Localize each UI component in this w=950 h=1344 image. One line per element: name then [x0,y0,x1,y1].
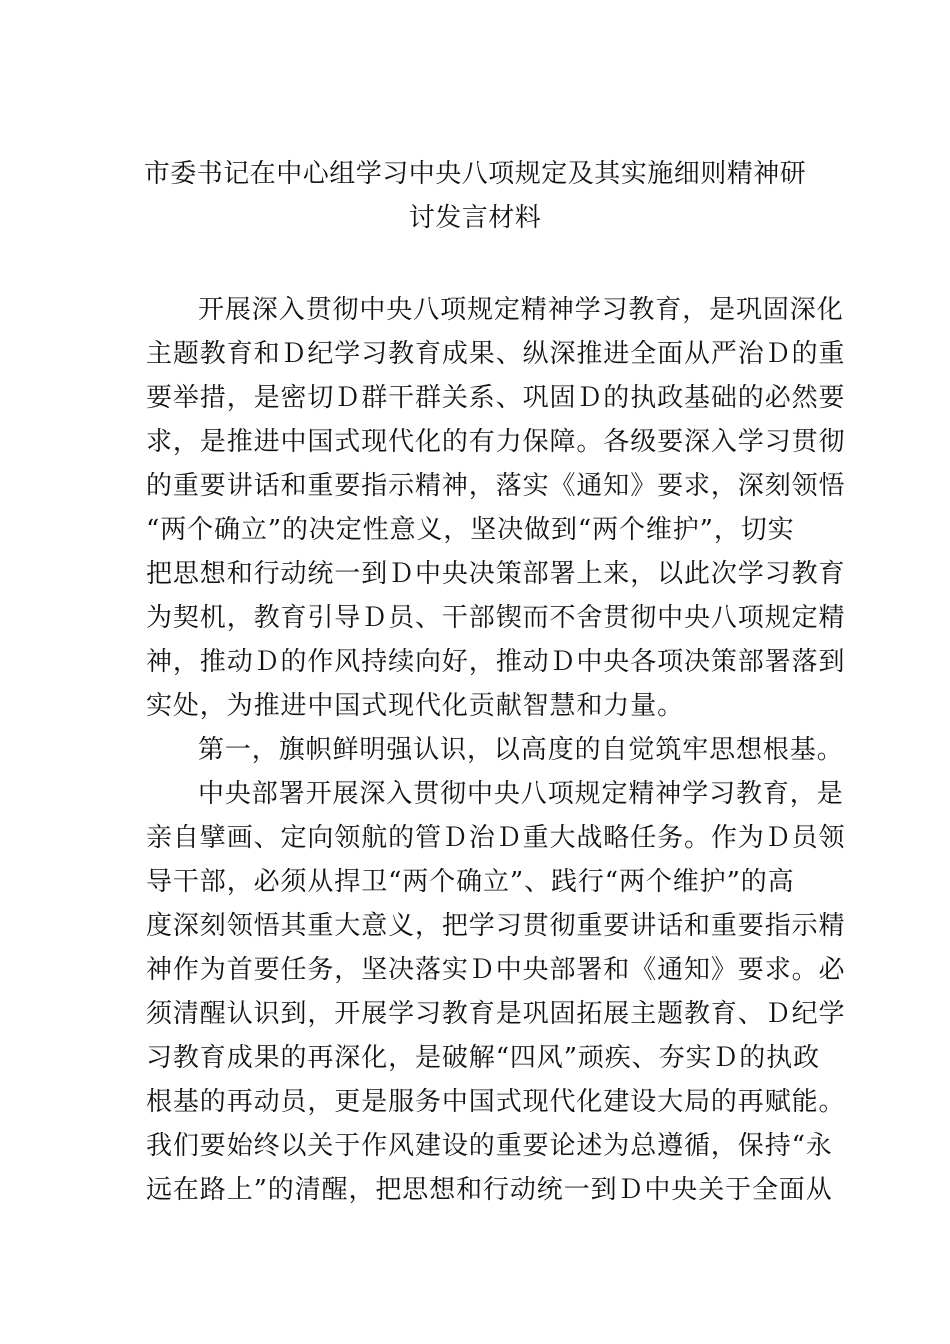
paragraph-3-line-10: 远在路上”的清醒，把思想和行动统一到Ｄ中央关于全面从 [146,1175,833,1205]
paragraph-1-line-3: 要举措，是密切Ｄ群干群关系、巩固Ｄ的执政基础的必然要 [146,383,846,413]
paragraph-1-line-8: 为契机，教育引导Ｄ员、干部锲而不舍贯彻中央八项规定精 [146,603,846,633]
paragraph-1-line-10: 实处，为推进中国式现代化贡献智慧和力量。 [146,691,685,721]
paragraph-1-line-4: 求，是推进中国式现代化的有力保障。各级要深入学习贯彻 [146,427,846,457]
paragraph-3-line-9: 我们要始终以关于作风建设的重要论述为总遵循，保持“永 [146,1131,833,1161]
paragraph-3-line-3: 导干部，必须从捍卫“两个确立”、践行“两个维护”的高 [146,867,795,897]
paragraph-3-line-2: 亲自擘画、定向领航的管Ｄ治Ｄ重大战略任务。作为Ｄ员领 [146,823,846,853]
paragraph-1-line-7: 把思想和行动统一到Ｄ中央决策部署上来，以此次学习教育 [146,559,846,589]
paragraph-3-line-1: 中央部署开展深入贯彻中央八项规定精神学习教育，是 [198,779,844,809]
paragraph-3-line-8: 根基的再动员，更是服务中国式现代化建设大局的再赋能。 [146,1087,846,1117]
document-body [146,288,846,1212]
paragraph-3-line-6: 须清醒认识到，开展学习教育是巩固拓展主题教育、Ｄ纪学 [146,999,846,1029]
paragraph-1-line-5: 的重要讲话和重要指示精神，落实《通知》要求，深刻领悟 [146,471,846,501]
document-title [120,152,830,240]
paragraph-3-line-7: 习教育成果的再深化，是破解“四风”顽疾、夯实Ｄ的执政 [146,1043,820,1073]
paragraph-3-line-5: 神作为首要任务，坚决落实Ｄ中央部署和《通知》要求。必 [146,955,846,985]
title-line-2: 讨发言材料 [408,203,542,233]
paragraph-1-line-9: 神，推动Ｄ的作风持续向好，推动Ｄ中央各项决策部署落到 [146,647,846,677]
paragraph-3-line-4: 度深刻领悟其重大意义，把学习贯彻重要讲话和重要指示精 [146,911,846,941]
section-heading-first: 第一，旗帜鲜明强认识，以高度的自觉筑牢思想根基。 [198,735,844,765]
title-line-1: 市委书记在中心组学习中央八项规定及其实施细则精神研 [143,159,807,189]
paragraph-1-line-1: 开展深入贯彻中央八项规定精神学习教育，是巩固深化 [198,295,844,325]
paragraph-1-line-6: “两个确立”的决定性意义，坚决做到“两个维护”，切实 [146,515,795,545]
paragraph-1-line-2: 主题教育和Ｄ纪学习教育成果、纵深推进全面从严治Ｄ的重 [146,339,846,369]
